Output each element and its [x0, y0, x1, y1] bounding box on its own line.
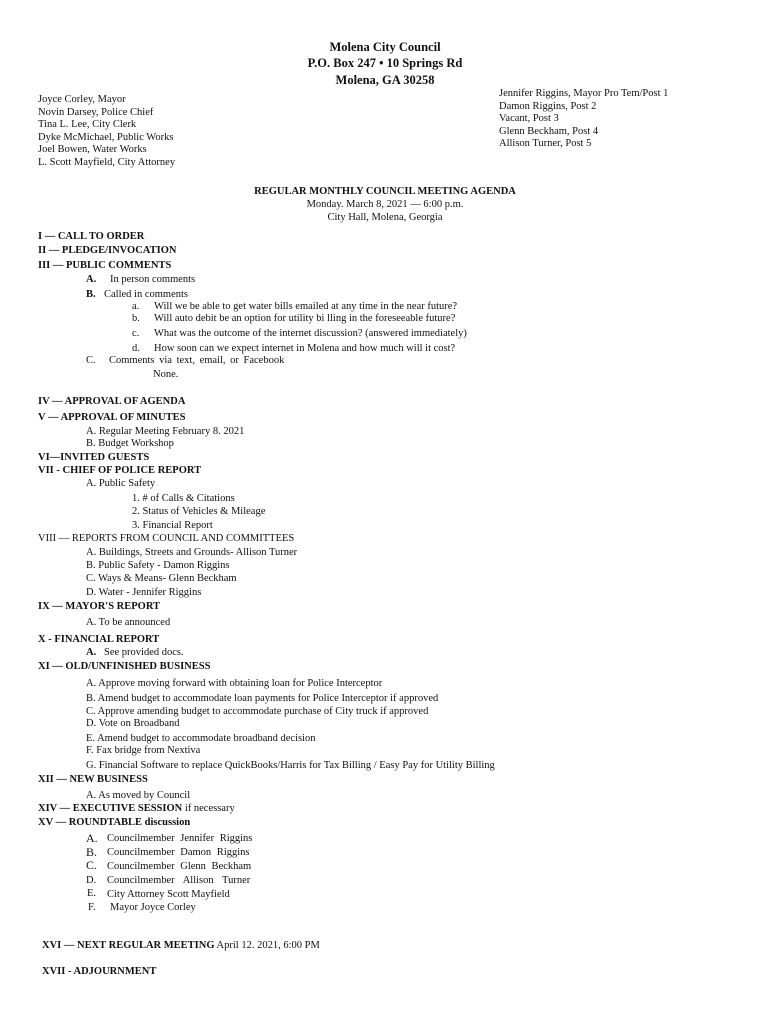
official: L. Scott Mayfield, City Attorney [38, 156, 176, 168]
agenda-item: A. Buildings, Streets and Grounds- Allison Turner [86, 547, 298, 558]
official: Novin Darsey, Police Chief [38, 106, 154, 118]
section-heading [38, 803, 235, 814]
section-heading: IV — APPROVAL OF AGENDA [38, 396, 186, 407]
item-marker: B. [86, 289, 96, 300]
agenda-item: Councilmember Glenn Beckham [107, 861, 252, 872]
agenda-note: None. [153, 369, 179, 380]
section-heading: XV — ROUNDTABLE discussion [38, 817, 191, 828]
item-marker: A. [86, 647, 97, 658]
agenda-subitem: Will auto debit be an option for utility bi lling in the foreseeable future? [154, 313, 456, 324]
agenda-item: Comments via text, email, or Facebook [109, 355, 285, 366]
agenda-subitem: How soon can we expect internet in Molena and how much will it cost? [154, 343, 456, 354]
section-heading: VII - CHIEF OF POLICE REPORT [38, 465, 202, 476]
agenda-item: D. Vote on Broadband [86, 718, 180, 729]
agenda-subitem: What was the outcome of the internet discussion? (answered immediately) [154, 328, 467, 339]
officials-right [499, 88, 668, 151]
agenda-item: B. Amend budget to accommodate loan payments for Police Interceptor if approved [86, 693, 439, 704]
agenda-subitem: Will we be able to get water bills emailed at any time in the near future? [154, 301, 458, 312]
item-marker: d. [132, 343, 140, 354]
meeting-place: City Hall, Molena, Georgia [327, 212, 443, 223]
agenda-item: D. Water - Jennifer Riggins [86, 587, 202, 598]
section-heading: II — PLEDGE/INVOCATION [38, 245, 177, 256]
next-meeting-date: April 12. 2021, 6:00 PM [214, 940, 320, 951]
item-marker: b. [132, 313, 140, 324]
section-heading: VI—INVITED GUESTS [38, 452, 150, 463]
section-heading [42, 940, 320, 951]
item-marker: E. [87, 888, 97, 899]
section-heading: XI — OLD/UNFINISHED BUSINESS [38, 661, 211, 672]
agenda-item: A. Public Safety [86, 478, 156, 489]
item-marker: A. [86, 831, 98, 845]
officials-left [38, 94, 175, 169]
official: Joyce Corley, Mayor [38, 94, 126, 105]
agenda-item: A. Regular Meeting February 8. 2021 [86, 426, 245, 437]
item-marker: F. [88, 902, 96, 913]
official: Dyke McMichael, Public Works [38, 131, 174, 143]
agenda-item: Councilmember Damon Riggins [107, 847, 250, 858]
agenda-subitem: 1. # of Calls & Citations [132, 493, 235, 504]
item-marker: a. [132, 301, 140, 312]
agenda-item: C. Ways & Means- Glenn Beckham [86, 573, 237, 584]
item-marker: D. [86, 875, 97, 886]
item-marker: C. [86, 355, 96, 366]
official: Damon Riggins, Post 2 [499, 100, 597, 112]
council-name: Molena City Council [329, 40, 441, 54]
section-heading: XVII - ADJOURNMENT [42, 966, 157, 977]
agenda-subitem: 2. Status of Vehicles & Mileage [132, 506, 266, 517]
agenda-item: City Attorney Scott Mayfield [107, 889, 230, 900]
official: Vacant, Post 3 [499, 113, 559, 124]
council-address: P.O. Box 247 • 10 Springs Rd [307, 56, 463, 70]
agenda-item: See provided docs. [104, 647, 184, 658]
agenda-item: In person comments [110, 274, 196, 285]
section-heading: IX — MAYOR'S REPORT [38, 601, 161, 612]
section-heading-note: if necessary [182, 803, 235, 814]
official: Allison Turner, Post 5 [499, 138, 592, 149]
official: Jennifer Riggins, Mayor Pro Tem/Post 1 [499, 88, 669, 99]
agenda-item: G. Financial Software to replace QuickBooks/Harris for Tax Billing / Easy Pay for Utility Billing [86, 760, 495, 771]
agenda-title: REGULAR MONTHLY COUNCIL MEETING AGENDA [254, 186, 516, 197]
section-heading: X - FINANCIAL REPORT [38, 634, 160, 645]
section-heading-bold: XVI — NEXT REGULAR MEETING [42, 940, 215, 951]
agenda-item: Called in comments [104, 289, 188, 300]
agenda-item: Councilmember Allison Turner [107, 875, 251, 886]
official: Glenn Beckham, Post 4 [499, 125, 599, 137]
item-marker: c. [132, 328, 140, 339]
official: Tina L. Lee, City Clerk [38, 119, 137, 130]
council-city: Molena, GA 30258 [335, 73, 435, 87]
agenda-item: A. As moved by Council [86, 790, 191, 801]
agenda-item: F. Fax bridge from Nextiva [86, 745, 201, 756]
agenda-item: Councilmember Jennifer Riggins [107, 833, 253, 844]
agenda-item: E. Amend budget to accommodate broadband decision [86, 733, 316, 744]
item-marker: B. [86, 845, 98, 859]
section-heading: XII — NEW BUSINESS [38, 774, 148, 785]
agenda-item: C. Approve amending budget to accommodate purchase of City truck if approved [86, 706, 429, 717]
agenda-item: B. Public Safety - Damon Riggins [86, 560, 230, 571]
section-heading: III — PUBLIC COMMENTS [38, 260, 172, 271]
item-marker: C. [86, 858, 98, 872]
section-heading: VIII — REPORTS FROM COUNCIL AND COMMITTEES [38, 533, 295, 544]
section-heading-bold: XIV — EXECUTIVE SESSION [38, 803, 183, 814]
section-heading: V — APPROVAL OF MINUTES [38, 412, 186, 423]
section-heading: I — CALL TO ORDER [38, 231, 145, 242]
agenda-item: Mayor Joyce Corley [110, 902, 196, 913]
item-marker: A. [86, 274, 97, 285]
agenda-item: A. Approve moving forward with obtaining loan for Police Interceptor [86, 678, 383, 689]
agenda-item: A. To be announced [86, 617, 171, 628]
official: Joel Bowen, Water Works [38, 144, 147, 155]
agenda-subitem: 3. Financial Report [132, 520, 213, 531]
meeting-date: Monday. March 8, 2021 — 6:00 p.m. [306, 199, 464, 210]
agenda-item: B. Budget Workshop [86, 438, 174, 449]
